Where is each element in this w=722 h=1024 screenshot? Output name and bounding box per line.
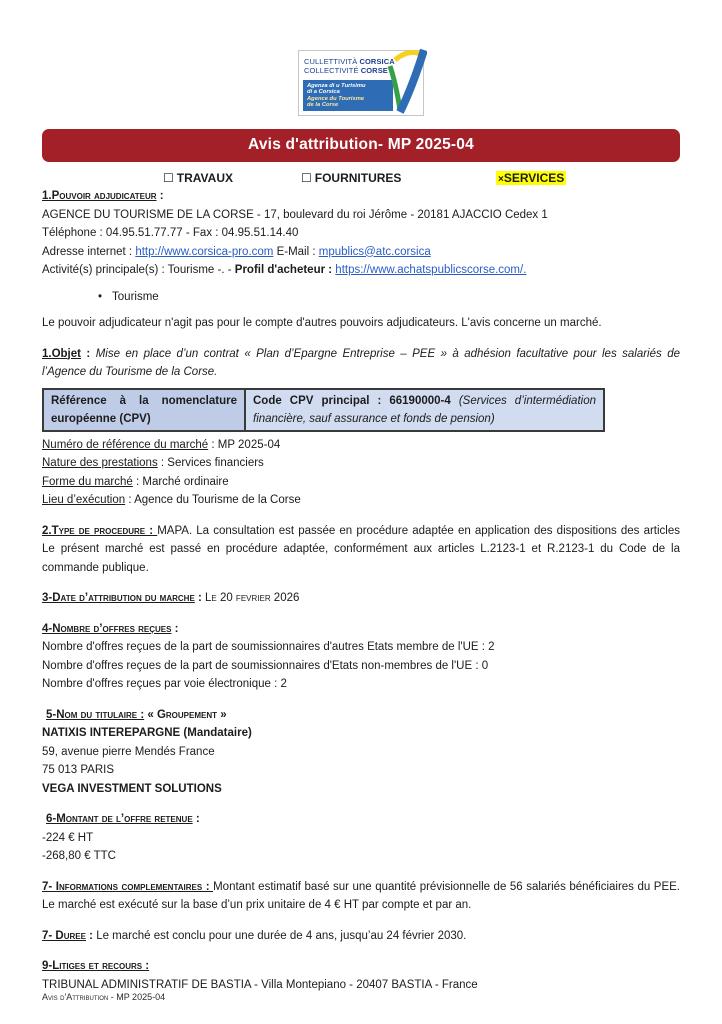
logo-agency-line1: Agenza di u Turisimu bbox=[307, 82, 366, 89]
cpv-description: (Services d’intermédiation financière, sauf assurance et fonds de pension) bbox=[253, 394, 596, 425]
buyer-activity-line: Activité(s) principale(s) : Tourisme -. - Profil d'acheteur : https://www.achatspublicscorse.com/. bbox=[42, 264, 527, 276]
duree-text: Le marché est conclu pour une durée de 4 ans, jusqu’au 24 février 2030. bbox=[96, 929, 467, 942]
offres-non-ue-line: Nombre d'offres reçues de la part de soumissionnaires d'Etats non-membres de l'UE : 0 bbox=[42, 659, 489, 672]
objet-label: 1.Objet bbox=[42, 347, 81, 360]
ref-line-forme: Forme du marché : Marché ordinaire bbox=[42, 475, 229, 488]
titulaire-street: 59, avenue pierre Mendés France bbox=[42, 745, 215, 758]
section-duree: 7- Duree : Le marché est conclu pour une durée de 4 ans, jusqu’au 24 février 2030. bbox=[42, 929, 467, 942]
logo-collectivite-lines: CULLETTIVITÀ CORSICA COLLECTIVITÉ CORSE bbox=[304, 57, 395, 75]
section4-heading: 4-Nombre d’offres reçues bbox=[42, 622, 172, 635]
checkbox-services-selected bbox=[496, 169, 566, 190]
buyer-address: AGENCE DU TOURISME DE LA CORSE - 17, boulevard du roi Jérôme - 20181 AJACCIO Cedex 1 bbox=[42, 208, 548, 221]
logo-region bbox=[42, 50, 680, 116]
website-link[interactable]: http://www.corsica-pro.com bbox=[135, 245, 274, 258]
section6-heading: 6-Montant de l’offre retenue bbox=[46, 813, 193, 825]
market-reference-list bbox=[42, 436, 680, 510]
fournitures-label: FOURNITURES bbox=[314, 171, 402, 185]
offres-ue-line: Nombre d'offres reçues de la part de soumissionnaires d'autres Etats membre de l'UE : 2 bbox=[42, 641, 495, 653]
empty-checkbox-icon: ☐ bbox=[163, 171, 174, 185]
section-pouvoir-adjudicateur: 1.Pouvoir adjudicateur : AGENCE DU TOURISME DE LA CORSE - 17, boulevard du roi Jérôme - 20181 AJACCIO Cedex 1 Téléphone : 04.95.51.77.77 - Fax : 04.95.51.14.40 Adresse internet : http://www.corsica-pro.com E-Mail : mpublics@atc.corsica Activité(s) principale(s) : Tourisme -. - Profil d'acheteur : https://www.achatspublicscorse.com/. • Tourisme Le pouvoir adjudicateur n'agit pas pour le compte d'autres pouvoirs adjudicateurs. L'avis concerne un marché. bbox=[42, 187, 680, 333]
buyer-profile-link[interactable]: https://www.achatspublicscorse.com/. bbox=[335, 264, 527, 276]
checkbox-fournitures bbox=[301, 169, 401, 188]
section-type-procedure bbox=[42, 522, 680, 578]
section9-heading: 9-Litiges et recours : bbox=[42, 960, 150, 972]
attribution-date: Le 20 fevrier 2026 bbox=[205, 592, 300, 604]
page-title: Avis d'attribution- MP 2025-04 bbox=[248, 136, 474, 154]
adjudicateur-note: Le pouvoir adjudicateur n'agit pas pour le compte d'autres pouvoirs adjudicateurs. L'avis concerne un marché. bbox=[42, 317, 602, 329]
x-mark-icon: × bbox=[498, 174, 504, 185]
profil-acheteur-label: Profil d'acheteur : bbox=[234, 264, 336, 276]
titulaire-city: 75 013 PARIS bbox=[42, 764, 115, 776]
section5-heading: 5-Nom du titulaire : bbox=[46, 708, 145, 721]
page-footer: Avis d'Attribution - MP 2025-04 bbox=[42, 992, 166, 1002]
logo-agency-line4: de la Corse bbox=[307, 102, 339, 109]
collectivite-corse-logo bbox=[298, 50, 424, 116]
services-highlight bbox=[496, 171, 566, 185]
titulaire-name-2: VEGA INVESTMENT SOLUTIONS bbox=[42, 782, 222, 795]
checkmark-swoosh-icon bbox=[381, 48, 427, 118]
services-label: SERVICES bbox=[503, 171, 565, 185]
logo-line1: CULLETTIVITÀ bbox=[304, 57, 360, 66]
section-informations-complementaires bbox=[42, 878, 680, 915]
section-date-attribution: 3-Date d’attribution du marche : Le 20 fevrier 2026 bbox=[42, 592, 300, 604]
logo-agency-line2: di a Corsica bbox=[307, 89, 340, 96]
bullet-icon: • bbox=[98, 290, 103, 303]
section7a-heading: 7- Informations complementaires : bbox=[42, 880, 214, 893]
email-link[interactable]: mpublics@atc.corsica bbox=[318, 245, 431, 258]
ref-line-numero: Numéro de référence du marché : MP 2025-04 bbox=[42, 438, 281, 451]
objet-text: Mise en place d’un contrat « Plan d’Epargne Entreprise – PEE » à adhésion facultative pour les salariés de l’Agence du Tourisme de la Corse. bbox=[42, 347, 680, 378]
section2-heading: 2.Type de procedure : bbox=[42, 524, 158, 537]
logo-line2: COLLECTIVITÉ bbox=[304, 66, 361, 75]
section-montant: 6-Montant de l’offre retenue : -224 € HT -268,80 € TTC bbox=[42, 810, 680, 866]
montant-ttc: -268,80 € TTC bbox=[42, 850, 116, 862]
cpv-table bbox=[42, 388, 605, 432]
section-titulaire bbox=[42, 706, 680, 799]
checkbox-travaux bbox=[163, 169, 233, 188]
montant-ht: -224 € HT bbox=[42, 831, 94, 844]
section-offres-recues: 4-Nombre d’offres reçues : Nombre d'offres reçues de la part de soumissionnaires d'autres Etats membre de l'UE : 2 Nombre d'offres reçues de la part de soumissionnaires d'Etats non-membres de l'UE : 0 Nombre d'offres reçues par voie électronique : 2 bbox=[42, 620, 680, 694]
title-banner bbox=[42, 129, 680, 162]
cpv-code: Code CPV principal : 66190000-4 bbox=[253, 394, 459, 407]
titulaire-name-1: NATIXIS INTEREPARGNE (Mandataire) bbox=[42, 727, 252, 739]
ref-line-lieu: Lieu d’exécution : Agence du Tourisme de la Corse bbox=[42, 494, 301, 506]
cpv-table-right-cell bbox=[246, 390, 603, 430]
tribunal-line: TRIBUNAL ADMINISTRATIF DE BASTIA - Villa Montepiano - 20407 BASTIA - France bbox=[42, 978, 478, 991]
section7b-heading: 7- Duree bbox=[42, 929, 86, 942]
section-objet: 1.Objet : Mise en place d’un contrat « Plan d’Epargne Entreprise – PEE » à adhésion facultative pour les salariés de l’Agence du Tourisme de la Corse. bbox=[42, 347, 680, 378]
market-type-row bbox=[42, 169, 680, 187]
ref-line-nature: Nature des prestations : Services financiers bbox=[42, 457, 264, 469]
section3-heading: 3-Date d’attribution du marche bbox=[42, 592, 195, 604]
empty-checkbox-icon: ☐ bbox=[301, 171, 312, 185]
cpv-table-left-cell: Référence à la nomenclature européenne (CPV) bbox=[44, 390, 246, 430]
buyer-internet-line: Adresse internet : http://www.corsica-pro.com E-Mail : mpublics@atc.corsica bbox=[42, 245, 431, 258]
tourisme-bullet: • Tourisme bbox=[98, 290, 159, 303]
logo-agency-line3: Agence du Tourisme bbox=[307, 95, 365, 102]
informations-text: Montant estimatif basé sur une quantité prévisionnelle de 56 salariés bénéficiaires du PEE. Le marché est exécuté sur la base d’un prix unitaire de 4 € HT par compte et par an. bbox=[42, 880, 680, 911]
groupement-label: « Groupement » bbox=[144, 708, 227, 721]
offres-electronique-line: Nombre d'offres reçues par voie électronique : 2 bbox=[42, 678, 287, 690]
buyer-phone-fax: Téléphone : 04.95.51.77.77 - Fax : 04.95.51.14.40 bbox=[42, 227, 299, 239]
section1-heading: 1.Pouvoir adjudicateur bbox=[42, 190, 157, 202]
logo-agency-box bbox=[303, 80, 393, 111]
travaux-label: TRAVAUX bbox=[176, 171, 233, 185]
procedure-text: MAPA. La consultation est passée en procédure adaptée en application des dispositions des articles Le présent marché est passé en procédure adaptée, conformément aux articles L.2123-1 et R.2123-1 du Code de la commande publique. bbox=[42, 524, 680, 574]
